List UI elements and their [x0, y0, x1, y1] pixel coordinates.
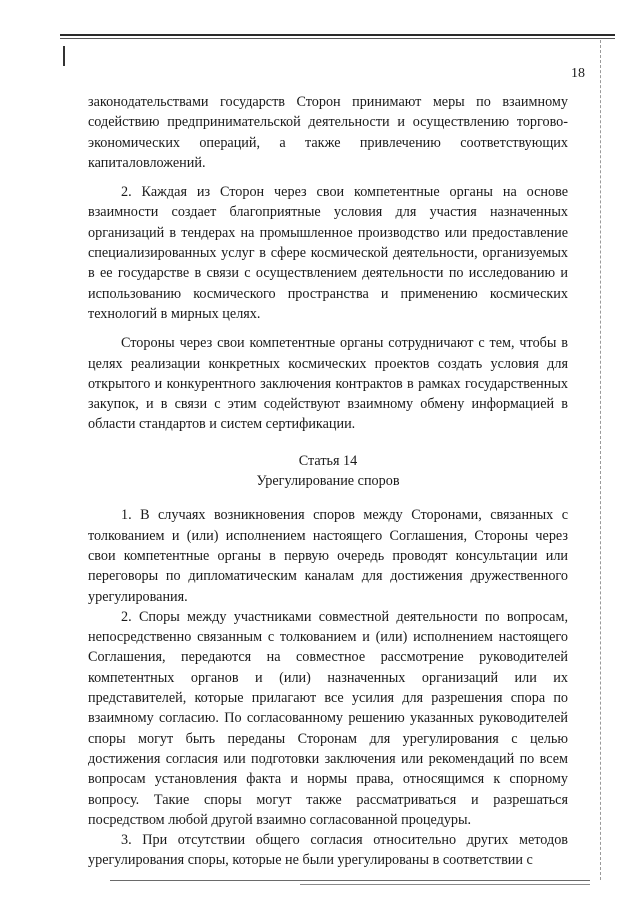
paragraph-continuation: законодательствами государств Сторон принимают меры по взаимному содействию предпринимательской деятельности и осуществлению торгово-экономических операций, а также привлечению соответствующих капиталовложений. [88, 94, 568, 171]
document-body [88, 92, 568, 871]
paragraph-cooperation: Стороны через свои компетентные органы сотрудничают с тем, чтобы в целях реализации конкретных космических проектов создать условия для открытого и конкурентного заключения контрактов в рамках государственных закупок, и в связи с этим содействуют взаимному обмену информацией в области стандартов и систем сертификации. [88, 335, 568, 433]
article-number: Статья 14 [298, 452, 358, 469]
scan-border-top [60, 34, 615, 36]
paragraph-clause-2: 2. Каждая из Сторон через свои компетентные органы на основе взаимности создает благоприятные условия для участия назначенных организаций в тендерах на промышленное производство или предоставление специализированных услуг в сфере космической деятельности, организуемых в ее государстве в связи с осуществлением деятельности по исследованию и использованию космического пространства и применению космических технологий в мирных целях. [88, 184, 568, 322]
paragraph-disputes-1: 1. В случаях возникновения споров между Сторонами, связанных с толкованием и (или) исполнением настоящего Соглашения, Стороны через свои компетентные органы в первую очередь проводят консультации или переговоры по дипломатическим каналам для достижения дружественного урегулирования. [88, 507, 568, 605]
scan-border-bottom-inner [300, 884, 590, 885]
paragraph-disputes-2: 2. Споры между участниками совместной деятельности по вопросам, непосредственно связанным с толкованием и (или) исполнением настоящего Соглашения, передаются на совместное рассмотрение руководителей компетентных органов и (или) назначенных организаций или их представителей, которые прилагают все усилия для разрешения спора по взаимному согласию. По согласованному решению указанных руководителей споры могут быть переданы Сторонам для урегулирования с целью достижения согласия или подготовки заключения или рекомендаций по всем вопросам установления факта и нормы права, относящимся к спорному вопросу. Такие споры могут также рассматриваться и разрешаться посредством любой другой взаимно согласованной процедуры. [88, 608, 568, 828]
scan-border-top-inner [60, 38, 615, 39]
scan-border-right [600, 40, 601, 880]
paragraph-disputes-3: 3. При отсутствии общего согласия относительно других методов урегулирования споры, которые не были урегулированы в соответствии с [88, 832, 568, 869]
page-number: 18 [571, 66, 585, 81]
scan-mark-left [63, 46, 65, 66]
scan-border-bottom [110, 880, 590, 881]
article-title: Урегулирование споров [256, 473, 400, 490]
